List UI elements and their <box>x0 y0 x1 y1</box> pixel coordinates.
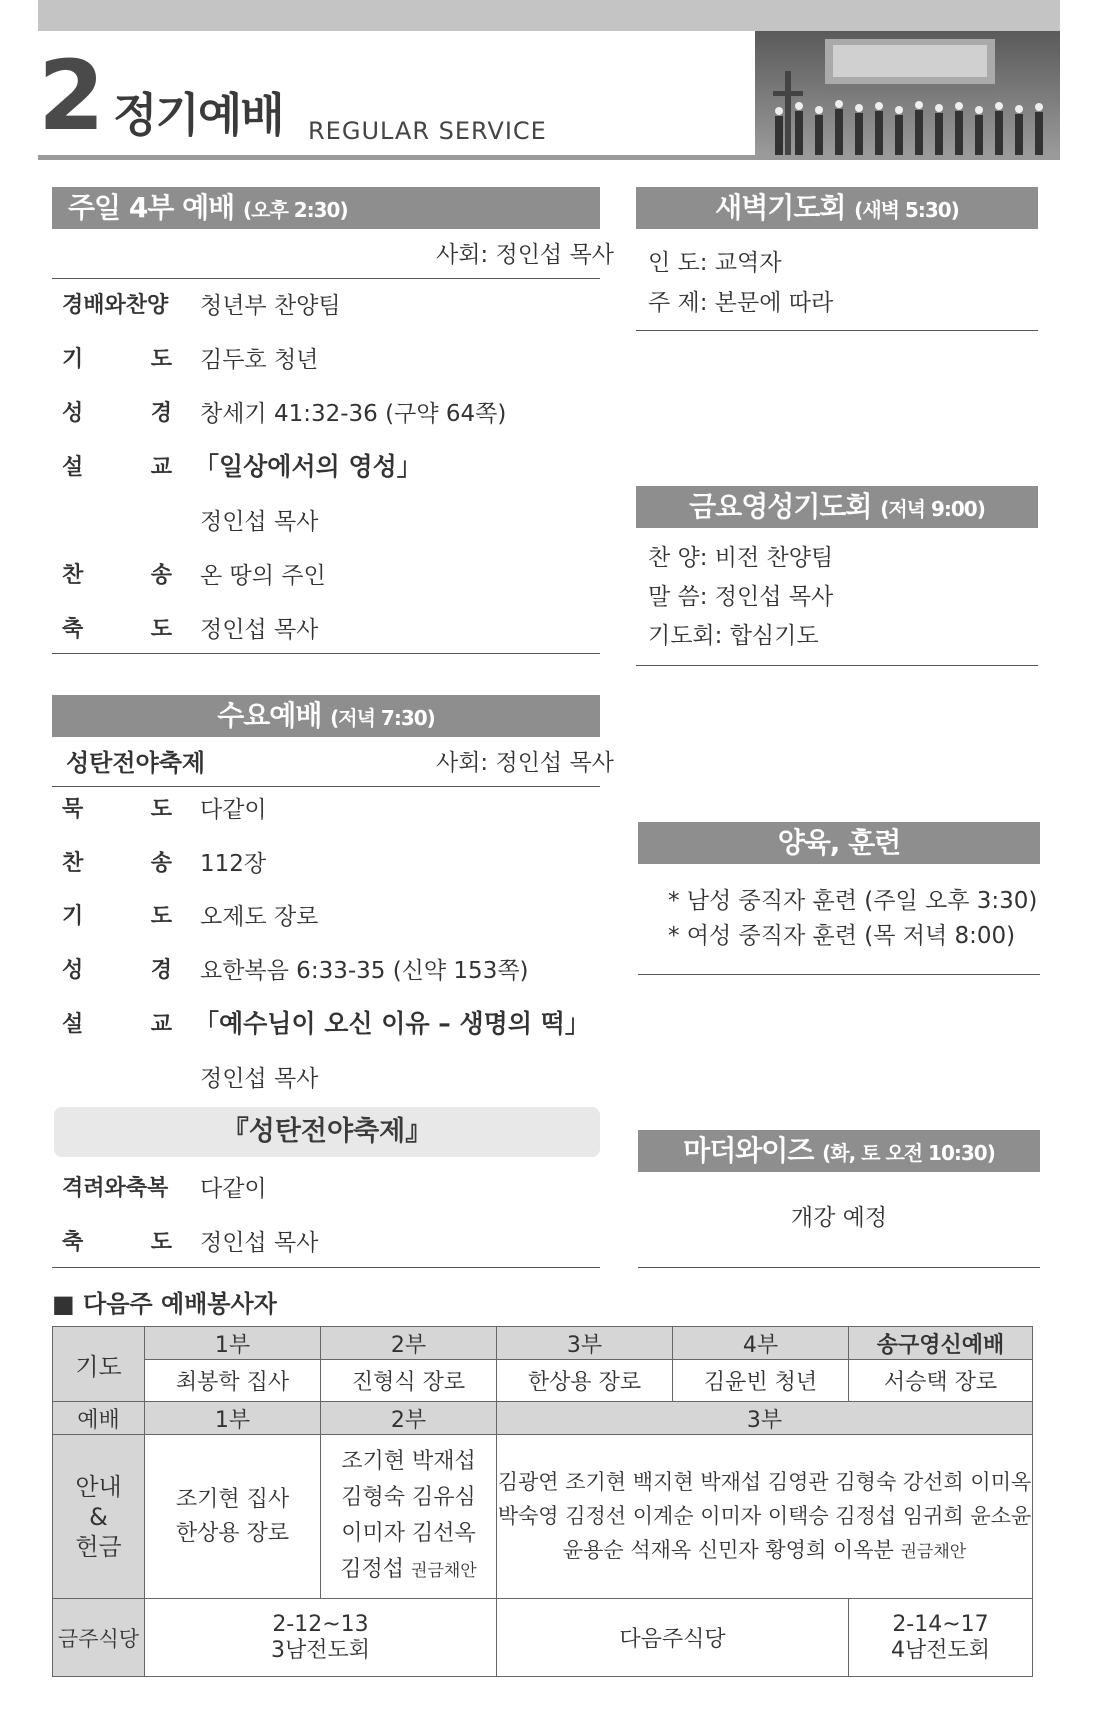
training-title: 양육, 훈련 <box>777 826 901 859</box>
dawn-line: 주 제: 본문에 따라 <box>648 290 834 316</box>
wednesday-service-title: 수요예배 <box>217 699 322 732</box>
divider <box>636 665 1038 666</box>
meal-date: 2-12~13 <box>272 1611 369 1637</box>
wednesday-row-value: 다같이 <box>200 797 267 823</box>
sunday-row-label: 기 도 <box>62 347 172 372</box>
usher-name: 조기현 집사 <box>175 1486 290 1512</box>
meal-group: 3남전도회 <box>270 1637 370 1663</box>
prayer-name: 진형식 장로 <box>321 1360 497 1402</box>
wednesday-row-label: 설 교 <box>62 1012 172 1037</box>
friday-prayer-bar <box>636 486 1038 528</box>
divider <box>638 1267 1040 1268</box>
motherwise-time: (화, 토 오전 10:30) <box>822 1141 995 1165</box>
festival-title: 『성탄전야축제』 <box>54 1107 600 1157</box>
wednesday-row-label: 성 경 <box>62 958 172 983</box>
prayer-name: 한상용 장로 <box>497 1360 673 1402</box>
friday-prayer-time: (저녁 9:00) <box>880 497 985 521</box>
header-rule <box>38 155 1060 160</box>
prayer-col: 3부 <box>497 1327 673 1360</box>
worship-col: 1부 <box>145 1402 321 1435</box>
meal-group: 4남전도회 <box>890 1637 990 1663</box>
page-title: 정기예배 <box>113 88 283 142</box>
training-line: * 남성 중직자 훈련 (주일 오후 3:30) <box>668 888 1038 914</box>
divider <box>52 653 600 654</box>
usher-label-line: & <box>89 1502 108 1531</box>
usher-name-line <box>497 1533 1032 1569</box>
wednesday-row-label: 기 도 <box>62 904 172 929</box>
wednesday-row-value: 112장 <box>200 851 267 877</box>
friday-prayer-title: 금요영성기도회 <box>689 490 872 523</box>
motherwise-bar <box>638 1130 1040 1172</box>
divider <box>52 1267 600 1268</box>
sunday-row-value: 청년부 찬양팀 <box>200 293 341 319</box>
friday-line: 기도회: 합심기도 <box>648 623 819 649</box>
usher-name-line: 김광연 조기현 백지현 박재섭 김영관 김형숙 강선희 이미옥 <box>497 1469 1032 1494</box>
usher-name <box>321 1552 496 1589</box>
worship-photo-image <box>755 31 1060 155</box>
dawn-prayer-title: 새벽기도회 <box>715 191 846 224</box>
sunday-row-label: 설 교 <box>62 455 172 480</box>
wednesday-row-label: 찬 송 <box>62 851 172 876</box>
wednesday-service-bar <box>52 695 600 737</box>
prayer-col: 2부 <box>321 1327 497 1360</box>
servers-heading: ■ 다음주 예배봉사자 <box>52 1290 277 1318</box>
usher-1 <box>145 1435 321 1599</box>
sunday-host: 사회: 정인섭 목사 <box>436 242 614 268</box>
usher-name: 이미자 김선옥 <box>341 1521 476 1546</box>
meal-label: 금주식당 <box>53 1599 145 1677</box>
friday-line: 말 씀: 정인섭 목사 <box>648 584 834 610</box>
usher-name-text: 김정섭 <box>340 1557 405 1582</box>
usher-name-line: 박숙영 김정선 이계순 이미자 이택승 김정섭 임귀희 윤소윤 <box>497 1503 1032 1528</box>
prayer-col: 1부 <box>145 1327 321 1360</box>
usher-2 <box>321 1435 497 1599</box>
divider <box>52 786 600 787</box>
prayer-name: 김윤빈 청년 <box>673 1360 849 1402</box>
prayer-col: 4부 <box>673 1327 849 1360</box>
training-line: * 여성 중직자 훈련 (목 저녁 8:00) <box>668 923 1016 949</box>
sunday-sermon-title: 「일상에서의 영성」 <box>194 452 422 481</box>
motherwise-note: 개강 예정 <box>790 1205 888 1231</box>
sunday-row-value: 정인섭 목사 <box>200 617 319 643</box>
usher-note: 권금채안 <box>900 1541 967 1562</box>
meal-2: 다음주식당 <box>497 1599 849 1677</box>
usher-name: 한상용 장로 <box>175 1520 290 1546</box>
wednesday-preacher: 정인섭 목사 <box>200 1066 319 1092</box>
usher-3 <box>497 1435 1033 1599</box>
wednesday-host: 사회: 정인섭 목사 <box>436 750 614 776</box>
prayer-label: 기도 <box>53 1327 145 1402</box>
sunday-row-value: 김두호 청년 <box>200 347 319 373</box>
dawn-prayer-time: (새벽 5:30) <box>854 198 959 222</box>
divider <box>636 330 1038 331</box>
usher-name: 김형숙 김유심 <box>341 1485 476 1510</box>
divider <box>638 974 1040 975</box>
sunday-row-label: 성 경 <box>62 401 172 426</box>
training-bar <box>638 822 1040 864</box>
wednesday-event: 성탄전야축제 <box>66 749 206 777</box>
usher-name: 조기현 박재섭 <box>341 1449 476 1474</box>
prayer-name: 서승택 장로 <box>849 1360 1033 1402</box>
sunday-service-time: (오후 2:30) <box>242 198 348 222</box>
meal-date: 2-14~17 <box>892 1611 989 1637</box>
sunday-row-value: 온 땅의 주인 <box>200 563 326 589</box>
sunday-service-title: 주일 4부 예배 <box>68 191 235 224</box>
wednesday-service-time: (저녁 7:30) <box>330 706 435 730</box>
prayer-name: 최봉학 집사 <box>145 1360 321 1402</box>
wednesday-row-label: 격려와축복 <box>62 1176 169 1201</box>
sunday-row-label: 경배와찬양 <box>62 293 169 318</box>
wednesday-row-value: 다같이 <box>200 1176 267 1202</box>
wednesday-row-label: 축 도 <box>62 1230 172 1255</box>
dawn-prayer-bar <box>636 187 1038 229</box>
divider <box>52 278 600 279</box>
wednesday-row-value: 오제도 장로 <box>200 904 319 930</box>
sunday-row-value: 창세기 41:32-36 (구약 64쪽) <box>200 401 507 427</box>
usher-label-line: 안내 <box>75 1472 122 1501</box>
prayer-col: 송구영신예배 <box>849 1327 1033 1360</box>
worship-col: 3부 <box>497 1402 1033 1435</box>
wednesday-sermon-title: 「예수님이 오신 이유 – 생명의 떡」 <box>194 1009 590 1038</box>
sunday-service-bar <box>52 187 600 229</box>
meal-1 <box>145 1599 497 1677</box>
wednesday-row-label: 묵 도 <box>62 797 172 822</box>
wednesday-row-value: 요한복음 6:33-35 (신약 153쪽) <box>200 958 529 984</box>
worship-photo <box>755 31 1060 155</box>
usher-label <box>53 1435 145 1599</box>
friday-line: 찬 양: 비전 찬양팀 <box>648 545 834 571</box>
sunday-row-label: 찬 송 <box>62 563 172 588</box>
top-bar <box>38 0 1060 31</box>
worship-col: 2부 <box>321 1402 497 1435</box>
meal-3 <box>849 1599 1033 1677</box>
worship-label: 예배 <box>53 1402 145 1435</box>
usher-name-text: 윤용순 석재옥 신민자 황영희 이옥분 <box>562 1537 894 1562</box>
sunday-row-label: 축 도 <box>62 617 172 642</box>
servers-table <box>52 1326 1033 1677</box>
sunday-preacher: 정인섭 목사 <box>200 509 319 535</box>
section-number: 2 <box>38 40 105 152</box>
usher-label-line: 헌금 <box>75 1532 122 1561</box>
page-subtitle: REGULAR SERVICE <box>308 117 547 145</box>
usher-note: 권금채안 <box>411 1561 477 1581</box>
motherwise-title: 마더와이즈 <box>683 1134 814 1167</box>
wednesday-row-value: 정인섭 목사 <box>200 1230 319 1256</box>
dawn-line: 인 도: 교역자 <box>648 250 782 276</box>
